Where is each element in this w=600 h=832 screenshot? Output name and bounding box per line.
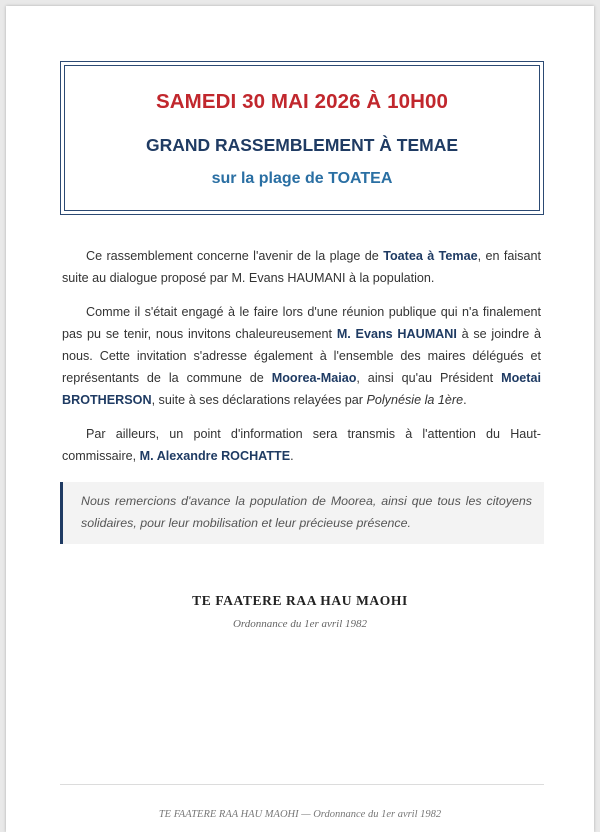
paragraph-intro — [62, 245, 541, 289]
event-date: SAMEDI 30 MAI 2026 À 10H00 — [155, 90, 448, 113]
text-run: , suite à ses déclarations relayées par — [151, 393, 367, 407]
event-title: GRAND RASSEMBLEMENT À TEMAE — [145, 135, 459, 155]
commune-name: Moorea-Maiao — [271, 371, 357, 385]
text-run: Ce rassemblement concerne l'avenir de la plage de — [86, 249, 384, 263]
document-page — [6, 6, 594, 832]
footer-text: TE FAATERE RAA HAU MAOHI — Ordonnance du 1er avril 1982 — [158, 809, 442, 820]
text-run: , ainsi qu'au Président — [356, 371, 502, 385]
media-name: Polynésie la 1ère — [366, 393, 464, 407]
paragraph-invitation — [62, 301, 541, 411]
event-header-box — [60, 61, 544, 215]
place-name: Toatea à Temae — [383, 249, 478, 263]
footer-divider — [60, 784, 544, 785]
person-name: M. Alexandre ROCHATTE — [139, 449, 291, 463]
text-run: à se joindre à nous. Cette invitation s'adresse également à l'ensemble des maires délégués et représentants de la commune de — [62, 327, 541, 385]
thanks-quote: Nous remercions d'avance la population de Moorea, ainsi que tous les citoyens solidaires, pour leur mobilisation et leur précieuse présence. — [60, 482, 544, 544]
signature-name: TE FAATERE RAA HAU MAOHI — [192, 593, 408, 608]
person-name: Moetai BROTHERSON — [62, 371, 541, 407]
signature-subtitle: Ordonnance du 1er avril 1982 — [232, 618, 368, 630]
event-location: sur la plage de TOATEA — [211, 170, 393, 187]
text-run: . — [463, 393, 467, 407]
text-run: Comme il s'était engagé à le faire lors d'une réunion publique qui n'a finalement pas pu se tenir, nous invitons chaleureusement — [62, 305, 541, 341]
paragraph-information — [62, 423, 541, 467]
text-run: . — [290, 449, 294, 463]
text-run: Par ailleurs, un point d'information sera transmis à l'attention du Haut-commissaire, — [62, 427, 541, 463]
person-name: M. Evans HAUMANI — [336, 327, 457, 341]
text-run: , en faisant suite au dialogue proposé par M. Evans HAUMANI à la population. — [62, 249, 541, 285]
